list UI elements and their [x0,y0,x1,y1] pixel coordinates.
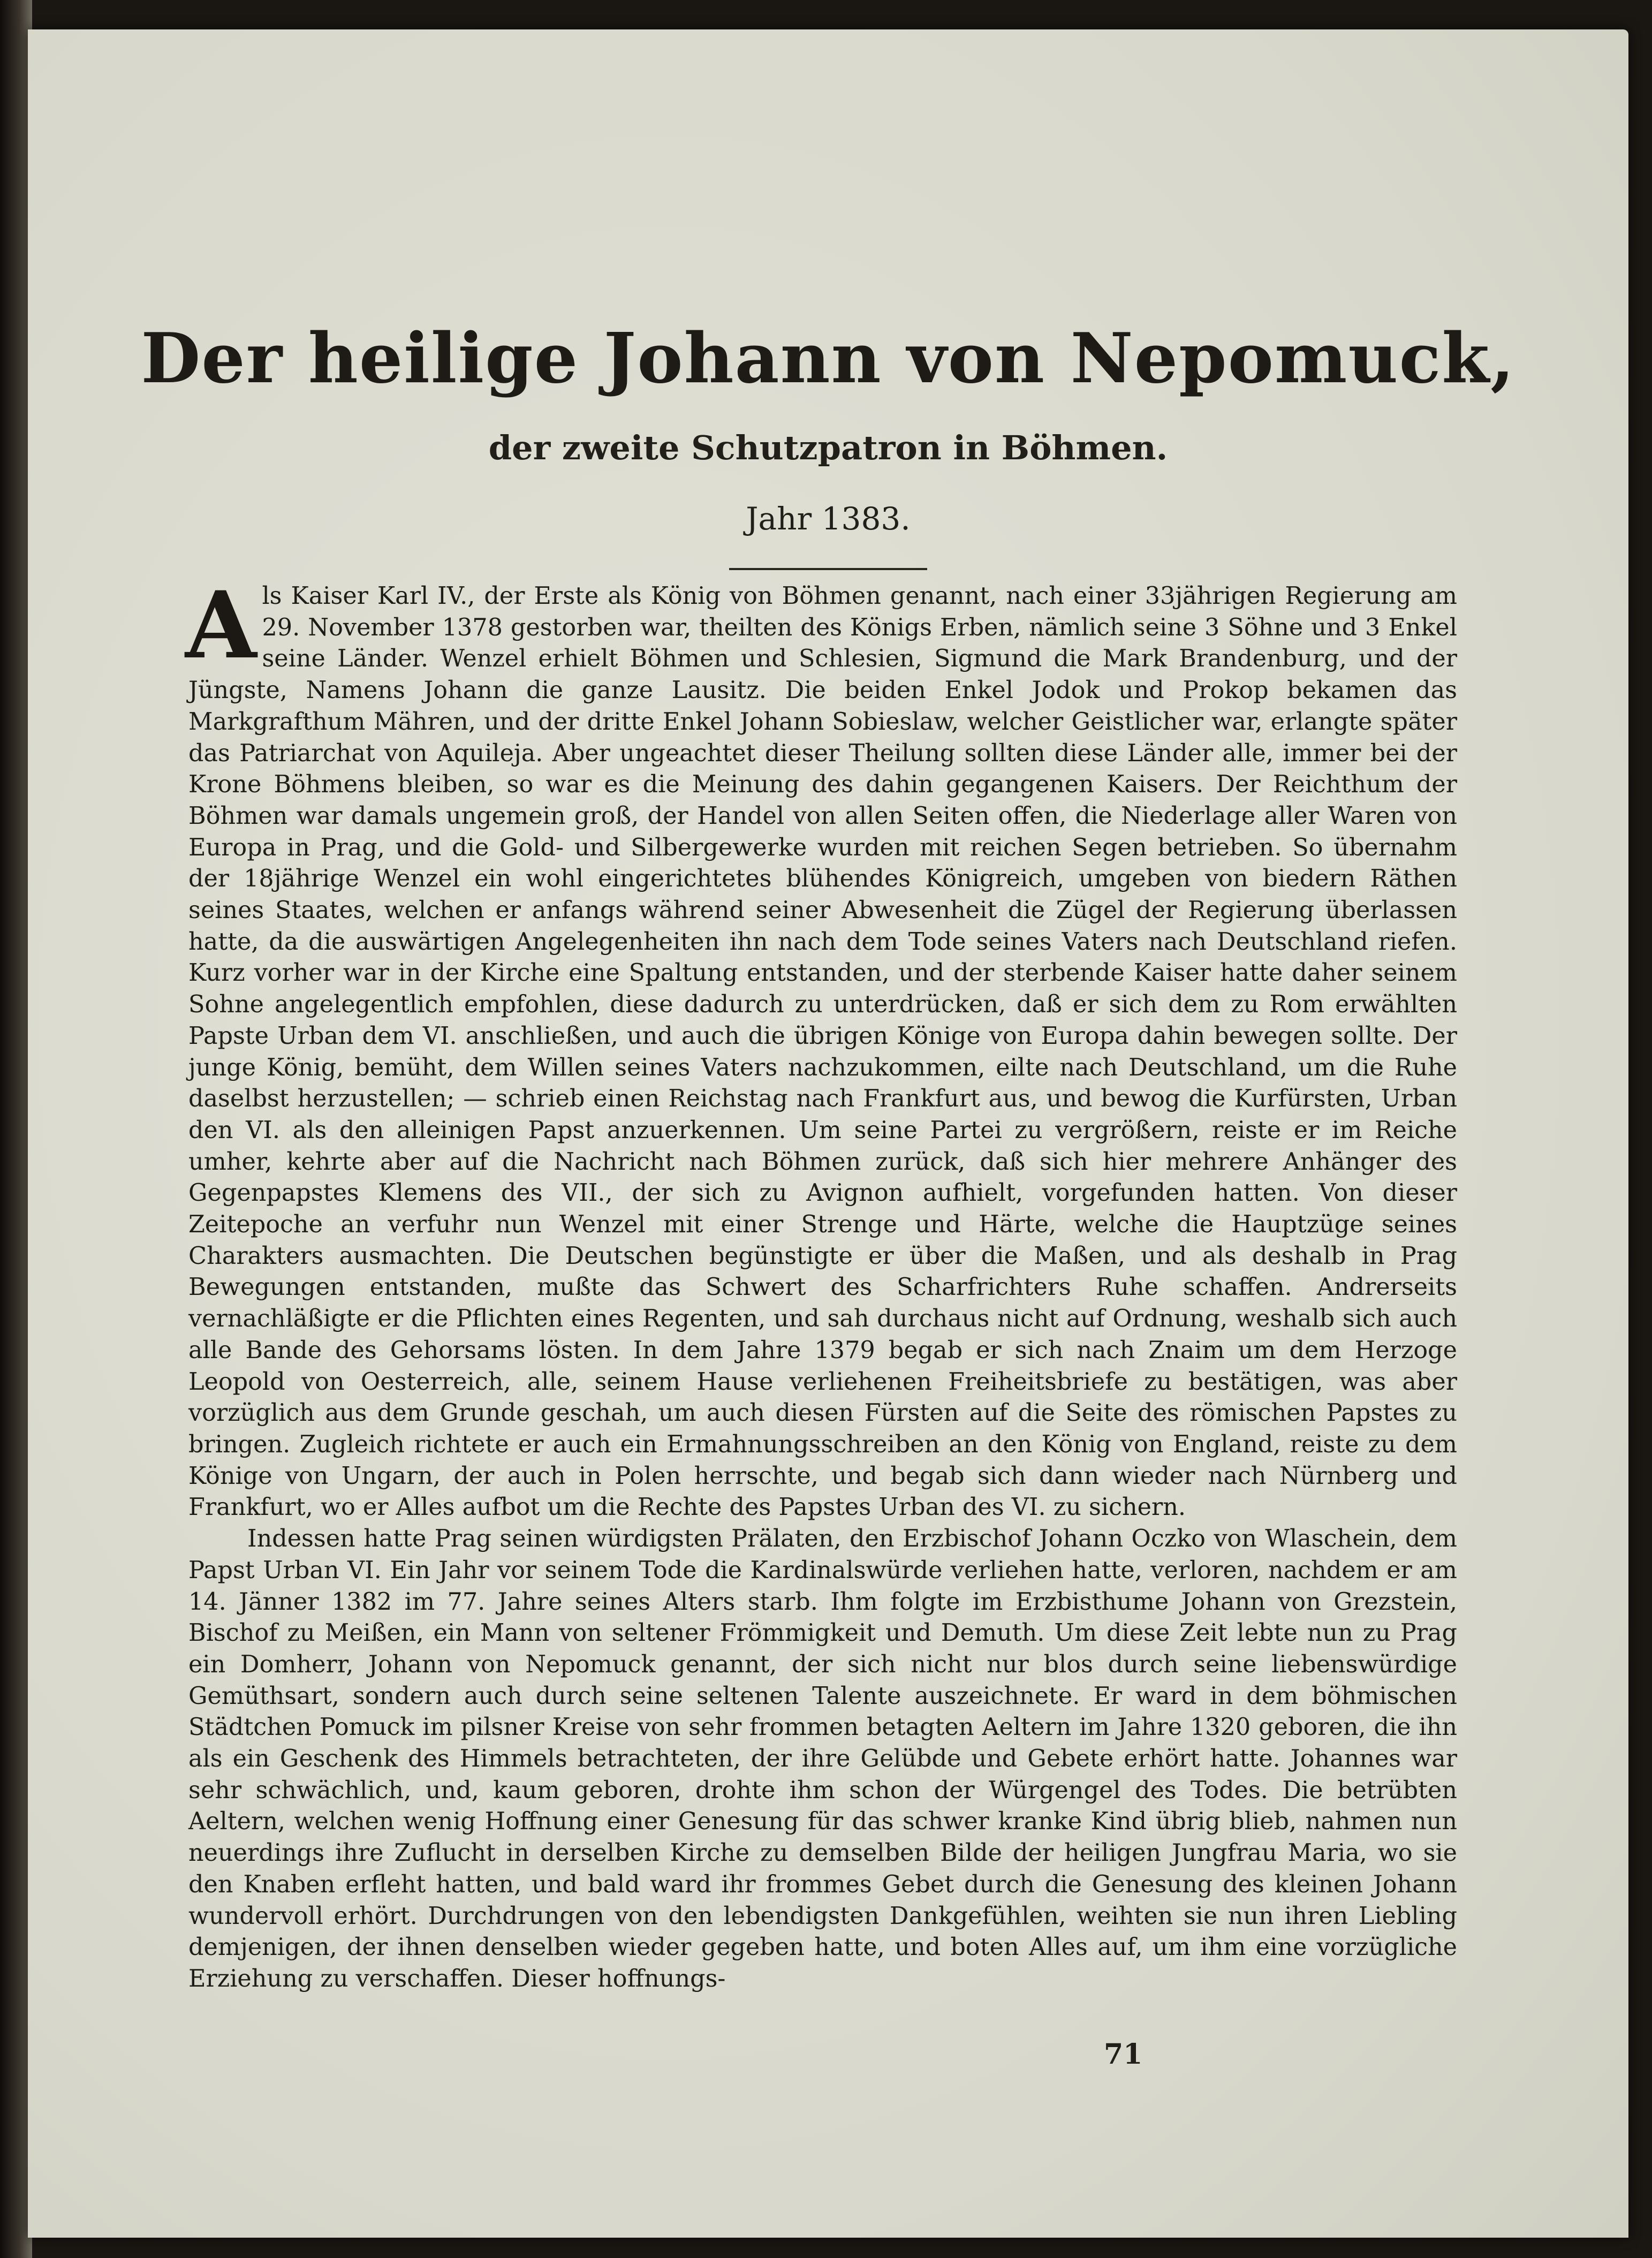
book-page [28,29,1628,2238]
page-number: 71 [1104,2038,1143,2071]
body-text [185,571,1457,1995]
title-divider [729,568,927,570]
drop-cap: A [185,571,257,679]
paragraph-1-text: ls Kaiser Karl IV., der Erste als König von Böhmen genannt, nach einer 33jährigen Regierung am 29. November 1378 gestorben war, theilten des Königs Erben, nämlich seine 3 Söhne und 3 Enkel seine Länder. Wenzel erhielt Böhmen und Schlesien, Sigmund die Mark Brandenburg, und der Jüngste, Namens Johann die ganze Lausitz. Die beiden Enkel Jodok und Prokop bekamen das Markgrafthum Mähren, und der dritte Enkel Johann Sobieslaw, welcher Geistlicher war, erlangte später das Patriarchat von Aquileja. Aber ungeachtet dieser Theilung sollten diese Länder alle, immer bei der Krone Böhmens bleiben, so war es die Meinung des dahin gegangenen Kaisers. Der Reichthum der Böhmen war damals ungemein groß, der Handel von allen Seiten offen, die Niederlage aller Waren von Europa in Prag, und die Gold- und Silbergewerke wurden mit reichen Segen betrieben. So übernahm der 18jährige Wenzel ein wohl eingerichtetes blühendes Königreich, umgeben von biedern Räthen seines Staates, welchen er anfangs während seiner Abwesenheit die Zügel der Regierung überlassen hatte, da die auswärtigen Angelegenheiten ihn nach dem Tode seines Vaters nach Deutschland riefen. Kurz vorher war in der Kirche eine Spaltung entstanden, und der sterbende Kaiser hatte daher seinem Sohne angelegentlich empfohlen, diese dadurch zu unterdrücken, daß er sich dem zu Rom erwählten Papste Urban dem VI. anschließen, und auch die übrigen Könige von Europa dahin bewegen sollte. Der junge König, bemüht, dem Willen seines Vaters nachzukommen, eilte nach Deutschland, um die Ruhe daselbst herzustellen; — schrieb einen Reichstag nach Frankfurt aus, und bewog die Kurfürsten, Urban den VI. als den alleinigen Papst anzuerkennen. Um seine Partei zu vergrößern, reiste er im Reiche umher, kehrte aber auf die Nachricht nach Böhmen zurück, daß sich hier mehrere Anhänger des Gegenpapstes Klemens des VII., der sich zu Avignon aufhielt, vorgefunden hatten. Von dieser Zeitepoche an verfuhr nun Wenzel mit einer Strenge und Härte, welche die Hauptzüge seines Charakters ausmachten. Die Deutschen begünstigte er über die Maßen, und als deshalb in Prag Bewegungen entstanden, mußte das Schwert des Scharfrichters Ruhe schaffen. Andrerseits vernachläßigte er die Pflichten eines Regenten, und sah durchaus nicht auf Ordnung, weshalb sich auch alle Bande des Gehorsams lösten. In dem Jahre 1379 begab er sich nach Znaim um dem Herzoge Leopold von Oesterreich, alle, seinem Hause verliehenen Freiheitsbriefe zu bestätigen, was aber vorzüglich aus dem Grunde geschah, um auch diesen Fürsten auf die Seite des römischen Papstes zu bringen. Zugleich richtete er auch ein Ermahnungsschreiben an den König von England, reiste zu dem Könige von Ungarn, der auch in Polen herrschte, und begab sich dann wieder nach Nürnberg und Frankfurt, wo er Alles aufbot um die Rechte des Papstes Urban des VI. zu sichern. [188,582,1457,1521]
year-heading: Jahr 1383. [746,501,911,537]
paragraph-2: Indessen hatte Prag seinen würdigsten Prälaten, den Erzbischof Johann Oczko von Wlaschein, dem Papst Urban VI. Ein Jahr vor seinem Tode die Kardinalswürde verliehen hatte, verloren, nachdem er am 14. Jänner 1382 im 77. Jahre seines Alters starb. Ihm folgte im Erzbisthume Johann von Grezstein, Bischof zu Meißen, ein Mann von seltener Frömmigkeit und Demuth. Um diese Zeit lebte nun zu Prag ein Domherr, Johann von Nepomuck genannt, der sich nicht nur blos durch seine liebenswürdige Gemüthsart, sondern auch durch seine seltenen Talente auszeichnete. Er ward in dem böhmischen Städtchen Pomuck im pilsner Kreise von sehr frommen betagten Aeltern im Jahre 1320 geboren, die ihn als ein Geschenk des Himmels betrachteten, der ihre Gelübde und Gebete erhört hatte. Johannes war sehr schwächlich, und, kaum geboren, drohte ihm schon der Würgengel des Todes. Die betrübten Aeltern, welchen wenig Hoffnung einer Genesung für das schwer kranke Kind übrig blieb, nahmen nun neuerdings ihre Zuflucht in derselben Kirche zu demselben Bilde der heiligen Jungfrau Maria, wo sie den Knaben erfleht hatten, und bald ward ihr frommes Gebet durch die Genesung des kleinen Johann wundervoll erhört. Durchdrungen von den lebendigsten Dankgefühlen, weihten sie nun ihren Liebling demjenigen, der ihnen denselben wieder gegeben hatte, und boten Alles auf, um ihm eine vorzügliche Erziehung zu verschaffen. Dieser hoffnungs- [188,1525,1457,1992]
page-subtitle: der zweite Schutzpatron in Böhmen. [488,428,1168,467]
book-spine [0,0,32,2258]
paragraph-1 [185,571,1457,1524]
page-title: Der heilige Johann von Nepomuck, [141,319,1515,399]
